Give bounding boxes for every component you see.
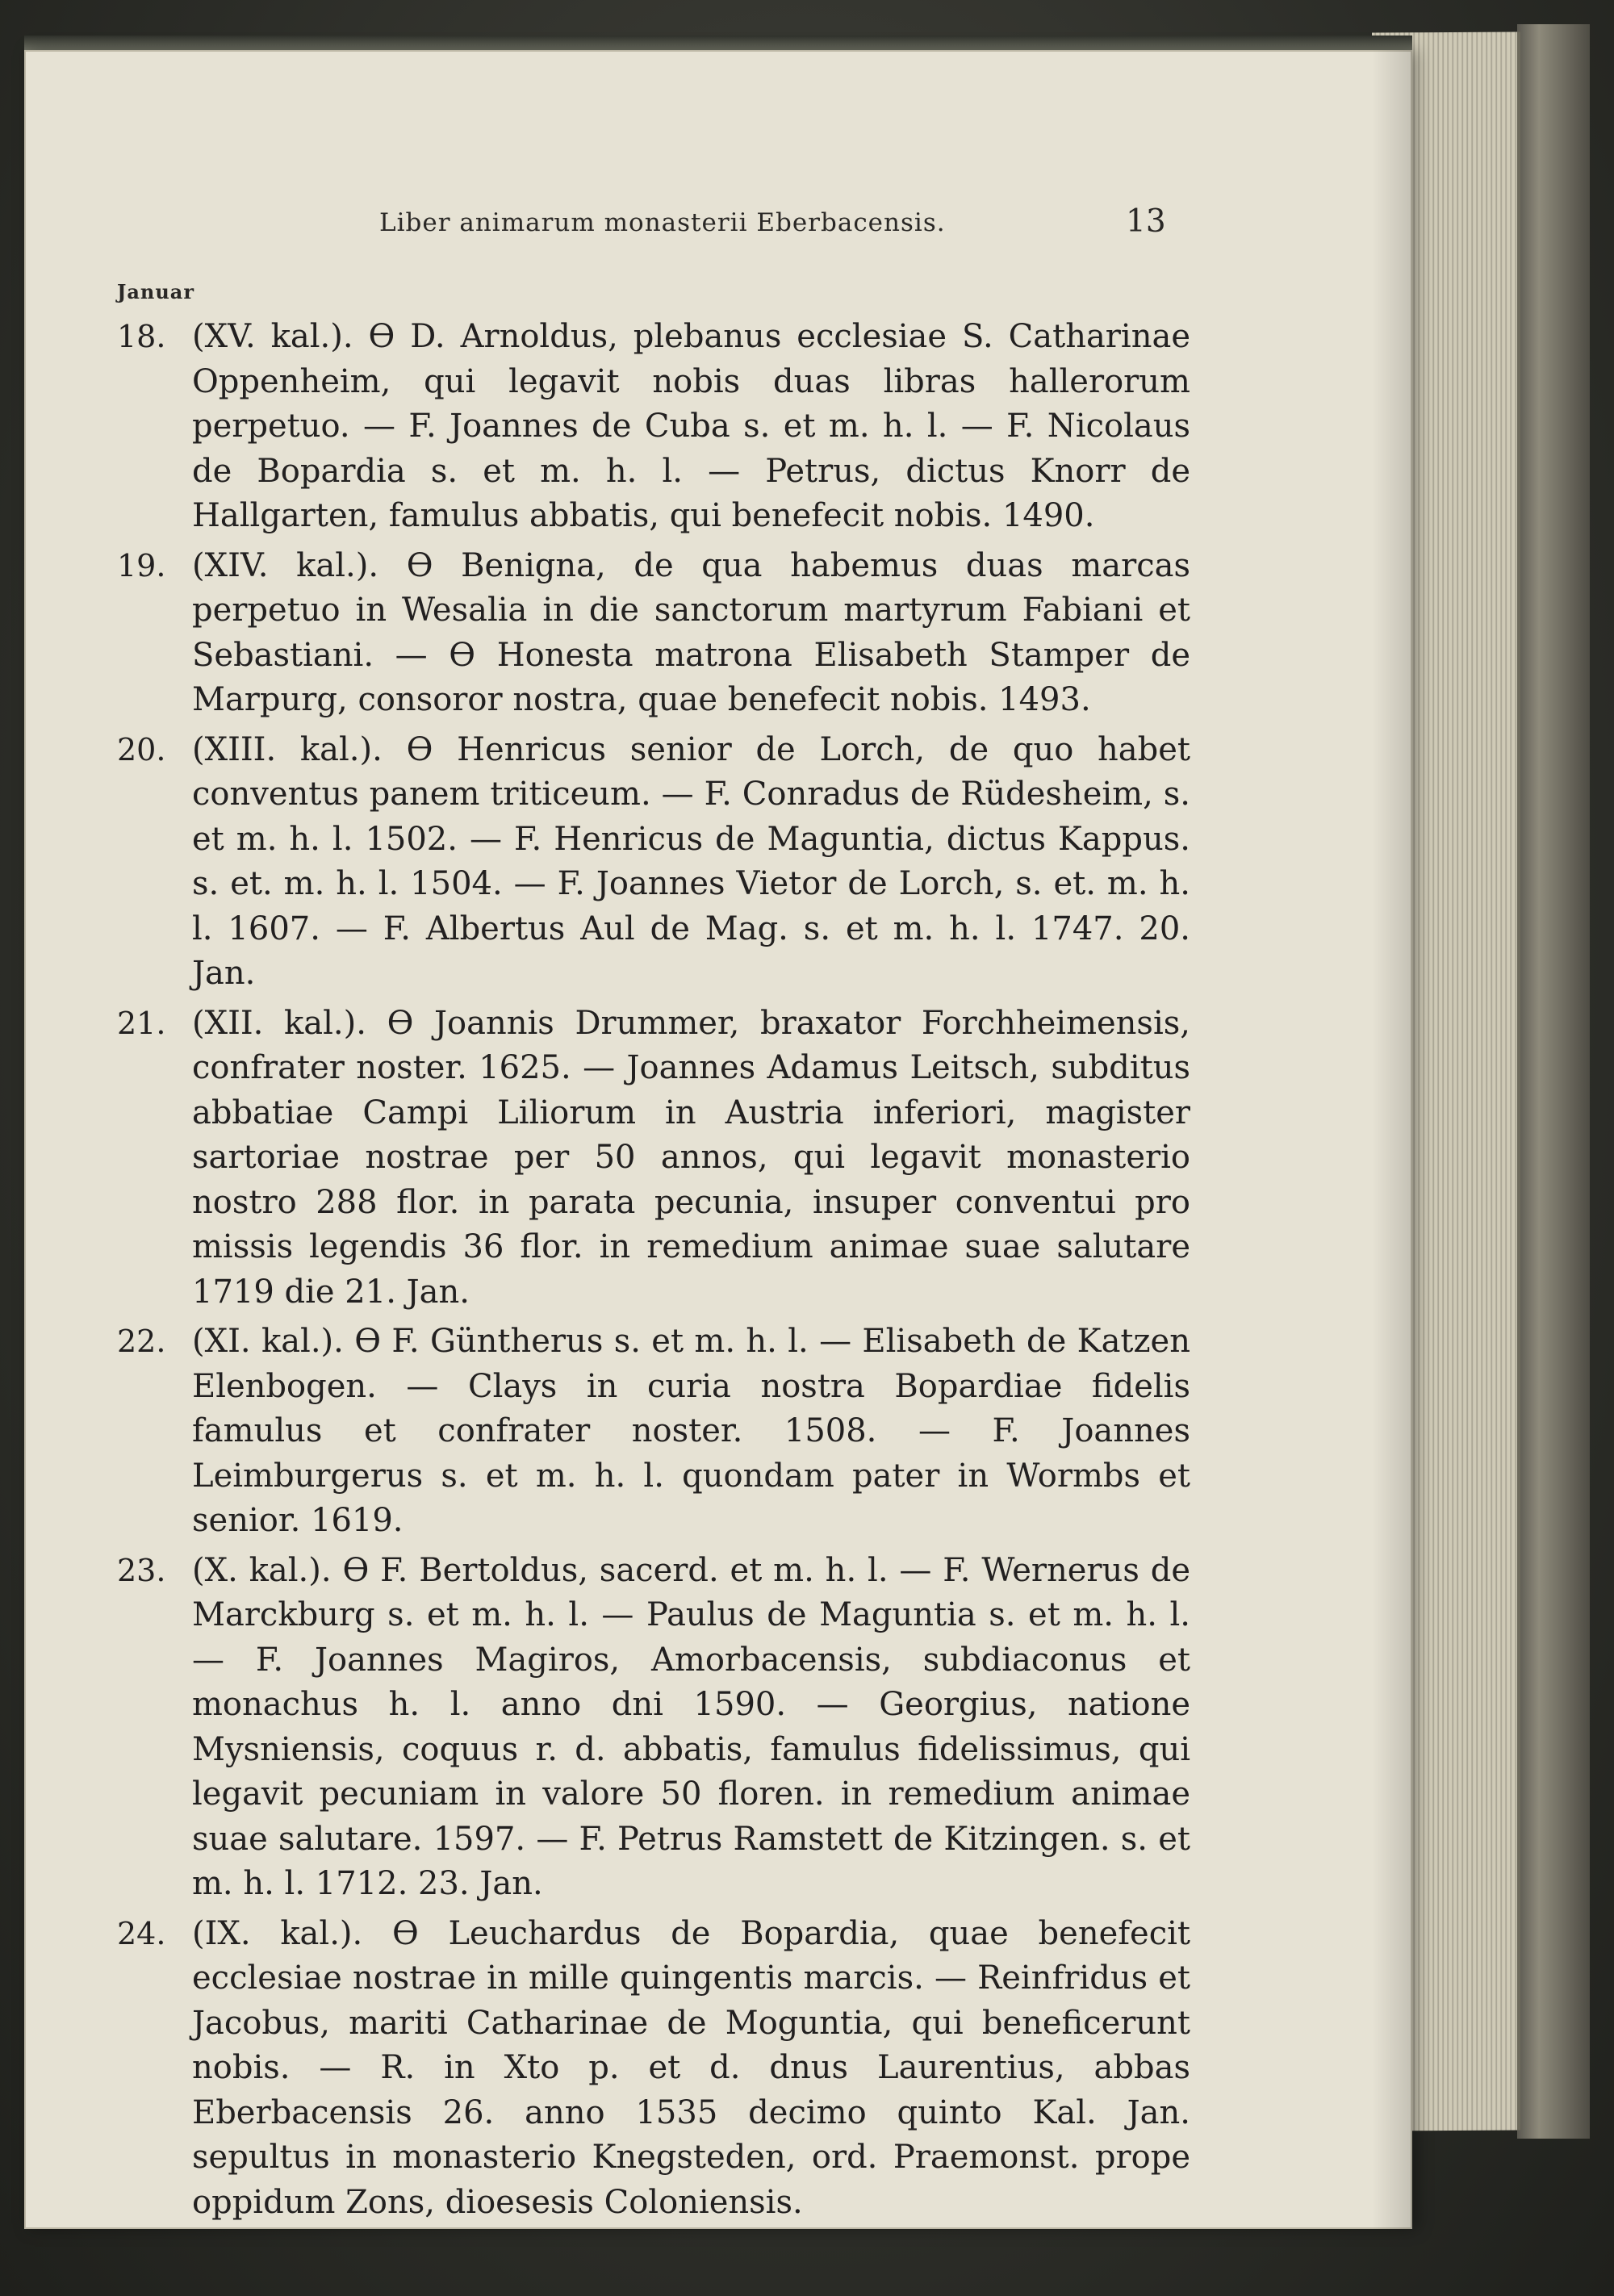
entry-text: (XIII. kal.). ϴ Henricus senior de Lorch, de quo habet conventus panem triticeum. — F. Conradus de Rüdesheim, s. et m. h. l. 1502. — F. Henricus de Maguntia, dictus Kappus. s. et. m. h. l. 1504. — F. Joannes Vietor de Lorch, s. et. m. h. l. 1607. — F. Albertus Aul de Mag. s. et m. h. l. 1747. 20. Jan.	[192, 730, 1190, 992]
entry-day-number: 20.	[117, 731, 166, 767]
entry-day-22	[117, 1319, 1190, 1544]
necrology-entries	[117, 315, 1190, 2230]
entry-day-number: 21.	[117, 1005, 166, 1041]
month-label: Januar	[117, 280, 194, 303]
entry-day-number: 24.	[117, 1915, 166, 1951]
entry-day-18	[117, 315, 1190, 539]
entry-day-21	[117, 1002, 1190, 1315]
entry-day-24	[117, 1912, 1190, 2226]
entry-text: (XIV. kal.). ϴ Benigna, de qua habemus duas marcas perpetuo in Wesalia in die sanctorum martyrum Fabiani et Sebastiani. — ϴ Honesta matrona Elisabeth Stamper de Marpurg, consoror nostra, quae benefecit nobis. 1493.	[192, 546, 1190, 718]
entry-day-number: 22.	[117, 1324, 166, 1359]
entry-day-19	[117, 544, 1190, 723]
running-header-title: Liber animarum monasterii Eberbacensis.	[379, 208, 946, 237]
entry-text: (XII. kal.). ϴ Joannis Drummer, braxator Forchheimensis, confrater noster. 1625. — Joannes Adamus Leitsch, subditus abbatiae Campi Liliorum in Austria inferiori, magister sartoriae nostrae per 50 annos, qui legavit monasterio nostro 288 flor. in parata pecunia, insuper conventui pro missis legendis 36 flor. in remedium animae suae salutare 1719 die 21. Jan.	[192, 1004, 1190, 1311]
page-number: 13	[1126, 203, 1166, 240]
entry-text: (XI. kal.). ϴ F. Güntherus s. et m. h. l. — Elisabeth de Katzen Elenbogen. — Clays in curia nostra Bopardiae fidelis famulus et confrater noster. 1508. — F. Joannes Leimburgerus s. et m. h. l. quondam pater in Wormbs et senior. 1619.	[192, 1323, 1190, 1539]
entry-day-number: 19.	[117, 547, 166, 583]
entry-day-number: 18.	[117, 319, 166, 354]
entry-text: (X. kal.). ϴ F. Bertoldus, sacerd. et m. h. l. — F. Wernerus de Marckburg s. et m. h. l. — Paulus de Maguntia s. et m. h. l. — F. Joannes Magiros, Amorbacensis, subdiaconus et monachus h. l. anno dni 1590. — Georgius, natione Mysniensis, coquus r. d. abbatis, famulus fidelissimus, qui legavit pecuniam in valore 50 floren. in remedium animae suae salutare. 1597. — F. Petrus Ramstett de Kitzingen. s. et m. h. l. 1712. 23. Jan.	[192, 1551, 1190, 1902]
entry-day-20	[117, 728, 1190, 997]
entry-day-23	[117, 1549, 1190, 1907]
entry-text: (XV. kal.). ϴ D. Arnoldus, plebanus ecclesiae S. Catharinae Oppenheim, qui legavit nobis duas libras hallerorum perpetuo. — F. Joannes de Cuba s. et m. h. l. — F. Nicolaus de Bopardia s. et m. h. l. — Petrus, dictus Knorr de Hallgarten, famulus abbatis, qui benefecit nobis. 1490.	[192, 318, 1190, 534]
page-gutter-shadow	[1372, 50, 1412, 2229]
entry-day-number: 23.	[117, 1552, 166, 1588]
book-spine-edge	[1517, 24, 1590, 2139]
entry-text: (IX. kal.). ϴ Leuchardus de Bopardia, quae benefecit ecclesiae nostrae in mille quingentis marcis. — Reinfridus et Jacobus, mariti Catharinae de Moguntia, qui beneficerunt nobis. — R. in Xto p. et d. dnus Laurentius, abbas Eberbacensis 26. anno 1535 decimo quinto Kal. Jan. sepultus in monasterio Knegsteden, ord. Praemonst. prope oppidum Zons, dioesesis Coloniensis.	[192, 1914, 1190, 2221]
